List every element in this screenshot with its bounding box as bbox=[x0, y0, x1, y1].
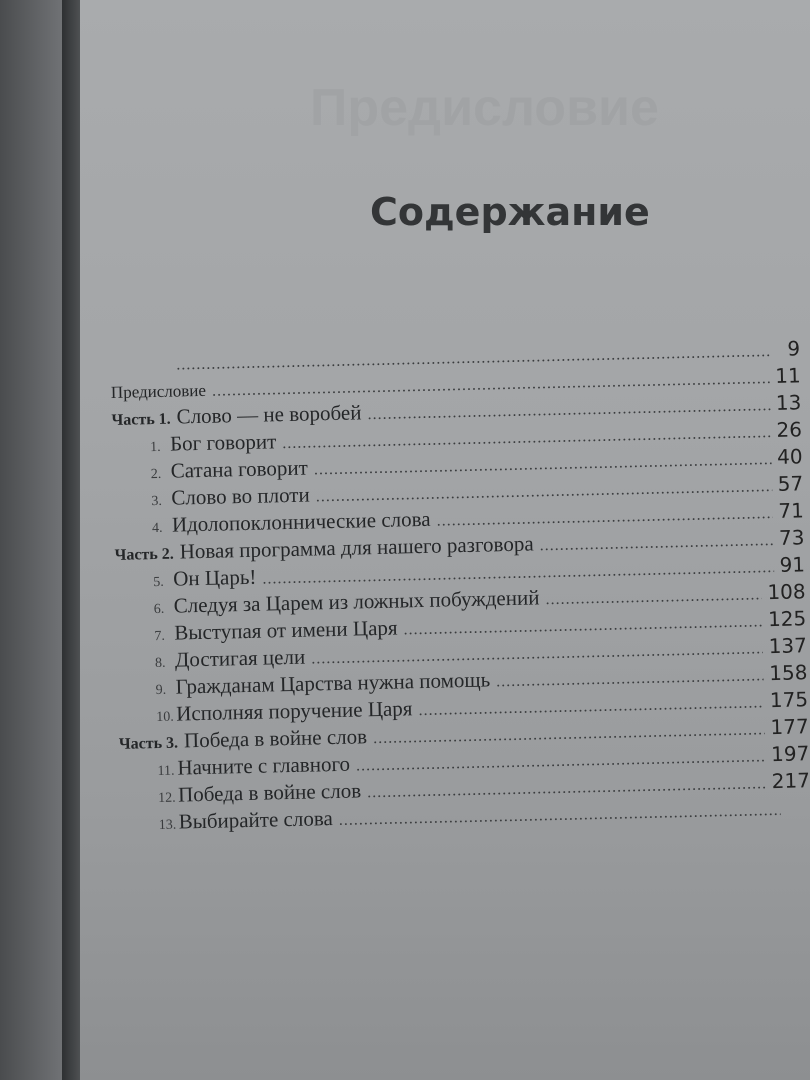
toc-chapter-number: 13. bbox=[158, 817, 177, 834]
toc-page-number bbox=[787, 814, 810, 815]
toc-chapter-number: 2. bbox=[150, 466, 162, 483]
toc-chapter-number: 12. bbox=[157, 790, 176, 807]
toc-entry-title: Гражданам Царства нужна помощь bbox=[175, 667, 491, 699]
toc-page-number: 40 bbox=[776, 444, 803, 469]
toc-entry-title: Следуя за Царем из ложных побуждений bbox=[173, 585, 540, 618]
toc-chapter-number: 8. bbox=[154, 655, 166, 672]
toc-page-number: 9 bbox=[787, 336, 801, 361]
toc-page-number: 11 bbox=[774, 363, 801, 388]
toc-page-number: 108 bbox=[767, 579, 806, 605]
toc-entry-title: Победа в войне слов bbox=[177, 778, 362, 807]
dot-leader bbox=[539, 532, 773, 555]
toc-entry-title: Выступая от имени Царя bbox=[174, 615, 398, 645]
toc-page-number: 13 bbox=[775, 390, 802, 415]
toc-entry-title: Начните с главного bbox=[177, 751, 351, 780]
toc-page-number: 73 bbox=[778, 525, 805, 550]
page-title: Содержание bbox=[370, 190, 650, 234]
bleed-through-title: Предисловие bbox=[310, 79, 659, 137]
toc-chapter-number: 9. bbox=[155, 682, 167, 699]
toc-entry-title: Достигая цели bbox=[174, 644, 306, 672]
table-of-contents bbox=[110, 336, 810, 838]
toc-page-number: 175 bbox=[769, 687, 809, 713]
toc-page-number: 177 bbox=[770, 714, 809, 740]
toc-entry-title: Исполняя поручение Царя bbox=[175, 696, 413, 726]
dot-leader bbox=[496, 667, 764, 691]
toc-chapter-number: 7. bbox=[154, 628, 166, 645]
toc-page-number: 197 bbox=[770, 741, 810, 767]
toc-entry-title: Он Царь! bbox=[172, 564, 257, 591]
dot-leader bbox=[545, 586, 761, 609]
toc-page-number: 26 bbox=[776, 417, 803, 442]
toc-part-label: Часть 3. bbox=[118, 734, 179, 753]
toc-chapter-number: 5. bbox=[153, 574, 164, 591]
toc-page-number: 137 bbox=[768, 633, 808, 659]
toc-page-number: 57 bbox=[777, 471, 804, 496]
toc-page-number: 71 bbox=[778, 498, 805, 523]
toc-chapter-number: 1. bbox=[150, 439, 161, 456]
toc-entry-title: Слово — не воробей bbox=[176, 400, 362, 429]
toc-entry-title: Выбирайте слова bbox=[178, 806, 334, 834]
toc-part-label: Часть 2. bbox=[114, 545, 174, 564]
toc-page-number: 217 bbox=[771, 768, 810, 794]
toc-page-number: 91 bbox=[779, 552, 806, 577]
toc-entry-title: Сатана говорит bbox=[170, 455, 309, 483]
toc-chapter-number: 11. bbox=[157, 763, 175, 780]
toc-chapter-number: 4. bbox=[151, 520, 163, 537]
toc-entry-title: Бог говорит bbox=[169, 429, 277, 456]
toc-entry-title: Идолопоклоннические слова bbox=[171, 506, 431, 537]
toc-entry-title: Новая программа для нашего разговора bbox=[179, 531, 534, 564]
toc-entry-title: Предисловие bbox=[110, 380, 207, 402]
toc-entry-title: Победа в войне слов bbox=[183, 724, 368, 753]
toc-entry-title: Слово во плоти bbox=[171, 482, 310, 510]
toc-chapter-number: 3. bbox=[151, 493, 163, 510]
toc-page-number: 158 bbox=[768, 660, 808, 686]
toc-part-label: Часть 1. bbox=[111, 410, 171, 429]
toc-chapter-number: 10. bbox=[156, 709, 174, 726]
toc-page-number: 125 bbox=[767, 606, 807, 632]
toc-chapter-number: 6. bbox=[153, 601, 165, 618]
